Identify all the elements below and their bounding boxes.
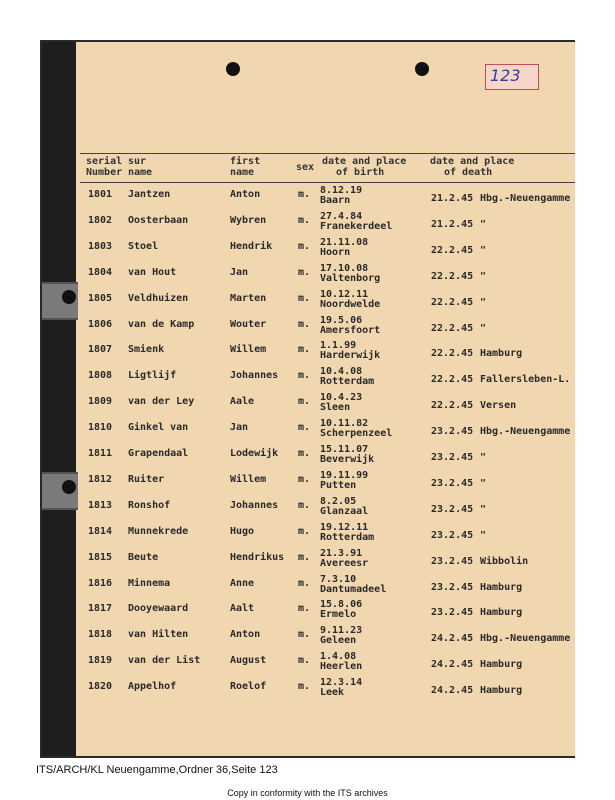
death-place: Hbg.-Neuengamme <box>480 633 571 645</box>
death-date: 23.2.45 <box>431 581 474 593</box>
birth-place: Rotterdam <box>320 531 375 543</box>
surname: Jantzen <box>128 189 171 200</box>
table-row <box>0 445 615 471</box>
table-row <box>0 212 615 238</box>
sex: m. <box>298 396 311 408</box>
birth-place: Franekerdeel <box>320 220 393 232</box>
surname: Appelhof <box>128 681 177 693</box>
table-row <box>0 341 615 367</box>
first-name: Lodewijk <box>230 448 279 459</box>
table-row <box>0 367 615 393</box>
birth-place: Valtenborg <box>320 272 381 284</box>
sex: m. <box>298 681 311 693</box>
surname: Munnekrede <box>128 525 189 537</box>
birth-place: Leek <box>320 687 345 699</box>
birth-date: 7.3.10 <box>320 573 357 585</box>
birth-date: 19.12.11 <box>320 521 369 533</box>
birth-date: 9.11.23 <box>320 625 363 637</box>
serial-number: 1803 <box>88 240 113 252</box>
death-place: Hamburg <box>480 348 523 360</box>
first-name: August <box>230 655 267 667</box>
sex: m. <box>298 189 311 200</box>
death-date: 23.2.45 <box>431 503 474 515</box>
table-row <box>0 419 615 445</box>
death-place: " <box>480 218 487 230</box>
first-name: Aalt <box>230 603 255 615</box>
birth-place: Geleen <box>320 635 357 647</box>
first-name: Hugo <box>230 525 255 537</box>
birth-place: Beverwijk <box>320 454 375 465</box>
first-name: Willem <box>230 473 267 485</box>
death-date: 22.2.45 <box>431 296 474 308</box>
surname: van der List <box>128 655 201 667</box>
surname: Ronshof <box>128 499 171 511</box>
first-name: Johannes <box>230 499 279 511</box>
first-name: Wouter <box>230 318 267 330</box>
serial-number: 1806 <box>88 318 113 330</box>
first-name: Hendrikus <box>230 551 285 563</box>
death-place: Versen <box>480 400 517 412</box>
birth-place: Ermelo <box>320 609 357 621</box>
death-date: 22.2.45 <box>431 244 474 256</box>
sex: m. <box>298 318 311 330</box>
death-date: 22.2.45 <box>431 400 474 412</box>
sex: m. <box>298 473 311 485</box>
sex: m. <box>298 551 311 563</box>
sex: m. <box>298 214 311 226</box>
serial-number: 1804 <box>88 266 113 278</box>
birth-date: 21.3.91 <box>320 547 363 559</box>
death-place: " <box>480 296 487 308</box>
birth-date: 10.11.82 <box>320 418 369 430</box>
birth-date: 15.11.07 <box>320 444 369 455</box>
surname: Ligtlijf <box>128 370 177 382</box>
punch-hole-top-right <box>415 62 429 76</box>
birth-place: Scherpenzeel <box>320 428 393 440</box>
table-row <box>0 264 615 290</box>
birth-place: Hoorn <box>320 246 351 258</box>
page-number: 123 <box>490 66 521 85</box>
punch-hole-top-left <box>226 62 240 76</box>
first-name: Anne <box>230 577 255 589</box>
death-place: " <box>480 503 487 515</box>
header-rule-bottom <box>80 182 575 183</box>
death-date: 23.2.45 <box>431 477 474 489</box>
death-date: 24.2.45 <box>431 659 474 671</box>
sex: m. <box>298 577 311 589</box>
birth-date: 17.10.08 <box>320 262 369 274</box>
sex: m. <box>298 655 311 667</box>
birth-place: Noordwelde <box>320 298 381 310</box>
surname: Minnema <box>128 577 171 589</box>
serial-number: 1819 <box>88 655 113 667</box>
first-name: Hendrik <box>230 240 273 252</box>
sex: m. <box>298 370 311 382</box>
sex: m. <box>298 292 311 304</box>
death-place: Hamburg <box>480 685 523 697</box>
birth-date: 8.12.19 <box>320 185 363 196</box>
table-row <box>0 600 615 626</box>
first-name: Willem <box>230 344 267 356</box>
death-place: Hbg.-Neuengamme <box>480 193 571 204</box>
first-name: Anton <box>230 189 261 200</box>
sex: m. <box>298 499 311 511</box>
serial-number: 1808 <box>88 370 113 382</box>
death-place: " <box>480 270 487 282</box>
birth-date: 19.5.06 <box>320 314 363 326</box>
serial-number: 1818 <box>88 629 113 641</box>
surname: Stoel <box>128 240 159 252</box>
birth-place: Avereesr <box>320 557 369 569</box>
death-date: 21.2.45 <box>431 193 474 204</box>
surname: van de Kamp <box>128 318 195 330</box>
header-first-name: first name <box>230 156 261 178</box>
death-date: 22.2.45 <box>431 322 474 334</box>
surname: Beute <box>128 551 159 563</box>
header-sex: sex <box>296 162 315 173</box>
first-name: Anton <box>230 629 261 641</box>
serial-number: 1813 <box>88 499 113 511</box>
surname: van Hout <box>128 266 177 278</box>
birth-place: Harderwijk <box>320 350 381 362</box>
surname: van der Ley <box>128 396 195 408</box>
serial-number: 1805 <box>88 292 113 304</box>
death-date: 23.2.45 <box>431 452 474 463</box>
birth-place: Amersfoort <box>320 324 381 336</box>
death-date: 22.2.45 <box>431 270 474 282</box>
table-row <box>0 652 615 678</box>
death-place: " <box>480 477 487 489</box>
first-name: Aale <box>230 396 255 408</box>
serial-number: 1807 <box>88 344 113 356</box>
death-date: 23.2.45 <box>431 607 474 619</box>
death-place: " <box>480 529 487 541</box>
serial-number: 1814 <box>88 525 113 537</box>
death-place: " <box>480 244 487 256</box>
birth-date: 10.4.23 <box>320 392 363 404</box>
sex: m. <box>298 344 311 356</box>
sex: m. <box>298 448 311 459</box>
birth-place: Dantumadeel <box>320 583 387 595</box>
death-date: 24.2.45 <box>431 685 474 697</box>
death-place: Hbg.-Neuengamme <box>480 426 571 438</box>
serial-number: 1810 <box>88 422 113 434</box>
birth-date: 15.8.06 <box>320 599 363 611</box>
birth-place: Baarn <box>320 195 351 206</box>
table-row <box>0 497 615 523</box>
birth-place: Glanzaal <box>320 505 369 517</box>
death-place: Hamburg <box>480 581 523 593</box>
surname: Ginkel van <box>128 422 189 434</box>
table-row <box>0 575 615 601</box>
death-place: Fallersleben-L. <box>480 374 571 386</box>
death-place: Hamburg <box>480 607 523 619</box>
surname: Veldhuizen <box>128 292 189 304</box>
serial-number: 1811 <box>88 448 113 459</box>
surname: Ruiter <box>128 473 165 485</box>
birth-place: Rotterdam <box>320 376 375 388</box>
serial-number: 1817 <box>88 603 113 615</box>
sex: m. <box>298 629 311 641</box>
table-row <box>0 238 615 264</box>
death-date: 22.2.45 <box>431 348 474 360</box>
first-name: Wybren <box>230 214 267 226</box>
surname: Smienk <box>128 344 165 356</box>
serial-number: 1802 <box>88 214 113 226</box>
table-row <box>0 549 615 575</box>
birth-date: 19.11.99 <box>320 469 369 481</box>
sex: m. <box>298 603 311 615</box>
sex: m. <box>298 525 311 537</box>
table-row <box>0 316 615 342</box>
birth-place: Sleen <box>320 402 351 414</box>
sex: m. <box>298 240 311 252</box>
table-row <box>0 471 615 497</box>
conformity-note: Copy in conformity with the ITS archives <box>227 788 388 798</box>
birth-date: 10.4.08 <box>320 366 363 378</box>
death-place: Hamburg <box>480 659 523 671</box>
table-row <box>0 186 615 212</box>
birth-place: Heerlen <box>320 661 363 673</box>
header-rule-top <box>80 153 575 154</box>
birth-date: 10.12.11 <box>320 288 369 300</box>
death-date: 22.2.45 <box>431 374 474 386</box>
surname: Oosterbaan <box>128 214 189 226</box>
death-place: Wibbolin <box>480 555 529 567</box>
surname: van Hilten <box>128 629 189 641</box>
birth-date: 1.1.99 <box>320 340 357 352</box>
first-name: Marten <box>230 292 267 304</box>
table-row <box>0 290 615 316</box>
table-row <box>0 523 615 549</box>
birth-date: 1.4.08 <box>320 651 357 663</box>
death-date: 24.2.45 <box>431 633 474 645</box>
table-row <box>0 393 615 419</box>
header-serial: serial Number <box>86 156 123 178</box>
death-date: 23.2.45 <box>431 426 474 438</box>
sex: m. <box>298 422 311 434</box>
first-name: Johannes <box>230 370 279 382</box>
death-date: 23.2.45 <box>431 555 474 567</box>
table-row <box>0 678 615 704</box>
death-place: " <box>480 452 487 463</box>
surname: Grapendaal <box>128 448 189 459</box>
first-name: Jan <box>230 266 249 278</box>
header-birth: date and place of birth <box>322 156 407 178</box>
birth-date: 21.11.08 <box>320 236 369 248</box>
header-surname: sur name <box>128 156 153 178</box>
sex: m. <box>298 266 311 278</box>
table-row <box>0 626 615 652</box>
surname: Dooyewaard <box>128 603 189 615</box>
death-place: " <box>480 322 487 334</box>
death-date: 23.2.45 <box>431 529 474 541</box>
serial-number: 1816 <box>88 577 113 589</box>
serial-number: 1809 <box>88 396 113 408</box>
archive-reference: ITS/ARCH/KL Neuengamme,Ordner 36,Seite 123 <box>36 764 278 776</box>
serial-number: 1815 <box>88 551 113 563</box>
first-name: Jan <box>230 422 249 434</box>
header-death: date and place of death <box>430 156 515 178</box>
death-date: 21.2.45 <box>431 218 474 230</box>
birth-date: 8.2.05 <box>320 495 357 507</box>
serial-number: 1812 <box>88 473 113 485</box>
birth-place: Putten <box>320 479 357 491</box>
birth-date: 27.4.84 <box>320 210 363 222</box>
serial-number: 1820 <box>88 681 113 693</box>
serial-number: 1801 <box>88 189 113 200</box>
first-name: Roelof <box>230 681 267 693</box>
birth-date: 12.3.14 <box>320 677 363 689</box>
